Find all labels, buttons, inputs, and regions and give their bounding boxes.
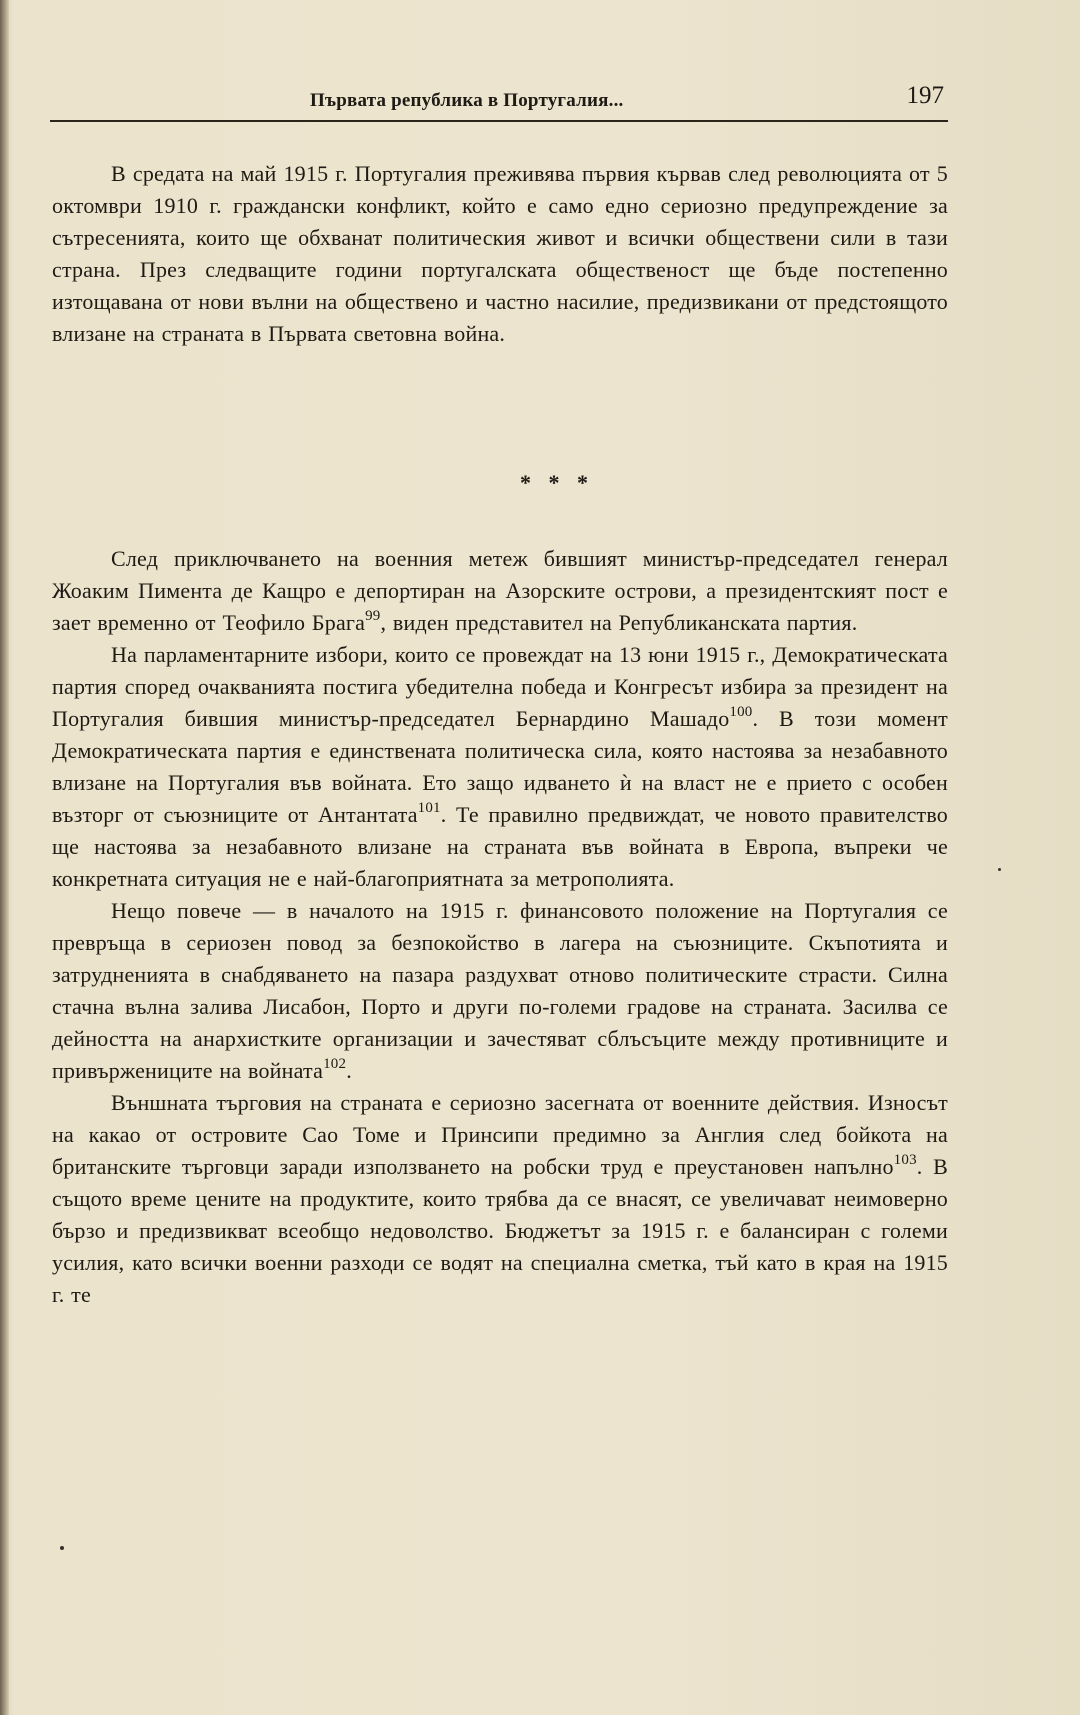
section-1: [52, 158, 948, 350]
paragraph-text: Нещо повече — в началото на 1915 г. финансовото положение на Португалия се превръща в сериозен повод за безпокойство в лагера на съюзниците. Скъпотията и затрудненията в снабдяването на пазара раздухват отново политическите страсти. Силна стачна вълна залива Лисабон, Порто и други по-големи градове на страната. Засилва се дейността на анархистките организации и зачестяват сблъсъците между противниците и привържениците на войната: [52, 898, 948, 1083]
paragraph-text: На парламентарните избори, които се провеждат на 13 юни 1915 г., Демократическата партия според очакванията постига убедителна победа и Конгресът избира за президент на Португалия бившия министър-председател Бернардино Машадо: [52, 642, 948, 731]
paragraph-text: Външната търговия на страната е сериозно засегната от военните действия. Износът на какао от островите Сао Томе и Принсипи предимно за Англия след бойкота на британските търговци заради използването на робски труд е преустановен напълно: [52, 1090, 948, 1179]
paragraph-text: В средата на май 1915 г. Португалия преживява първия кървав след революцията от 5 октомври 1910 г. граждански конфликт, който е само едно сериозно предупреждение за сътресенията, които ще обхванат политическия живот и всички обществени сили в тази страна. През следващите години португалската общественост ще бъде постепенно изтощавана от нови вълни на обществено и частно насилие, предизвикани от предстоящото влизане на страната в Първата световна война.: [52, 161, 948, 346]
paragraph-text: . Те правилно предвиждат, че новото правителство ще настоява за незабавното влизане на страната във войната в Европа, въпреки че конкретната ситуация не е най-благоприятната за метрополията.: [52, 802, 948, 891]
paragraph: [52, 895, 948, 1087]
page-header: [50, 78, 948, 122]
section-2: [52, 543, 948, 1311]
footnote-ref-102: 102: [323, 1056, 347, 1072]
running-title: Първата република в Португалия...: [310, 90, 624, 111]
paragraph: [52, 158, 948, 350]
footnote-ref-101: 101: [417, 800, 441, 816]
paragraph: [52, 639, 948, 895]
paragraph: [52, 1087, 948, 1311]
footnote-ref-100: 100: [729, 704, 753, 720]
footnote-ref-103: 103: [893, 1152, 917, 1168]
section-separator: * * *: [520, 470, 594, 495]
paragraph-text: . В този момент Демократическата партия е единствената политическа сила, която настоява за незабавното влизане на Португалия във войната. Ето защо идването ѝ на власт не е прието с особен възторг от съюзниците от Антантата: [52, 706, 948, 827]
footnote-ref-99: 99: [365, 608, 381, 624]
paragraph-text: . В същото време цените на продуктите, които трябва да се внасят, се увеличават неимоверно бързо и предизвикват всеобщо недоволство. Бюджетът за 1915 г. е балансиран с големи усилия, като всички военни разходи се водят на специална сметка, тъй като в края на 1915 г. те: [52, 1154, 948, 1307]
paragraph-text: След приключването на военния метеж бившият министър-председател генерал Жоаким Пимента де Кащро е депортиран на Азорските острови, а президентският пост е зает временно от Теофило Брага: [52, 546, 948, 635]
paragraph: [52, 543, 948, 639]
book-spine-shadow: [0, 0, 9, 1715]
page-number: 197: [906, 82, 944, 109]
paragraph-text: , виден представител на Републиканската партия.: [380, 610, 858, 635]
print-speck: [60, 1546, 64, 1550]
print-speck: [998, 868, 1001, 871]
paragraph-text: .: [346, 1058, 352, 1083]
